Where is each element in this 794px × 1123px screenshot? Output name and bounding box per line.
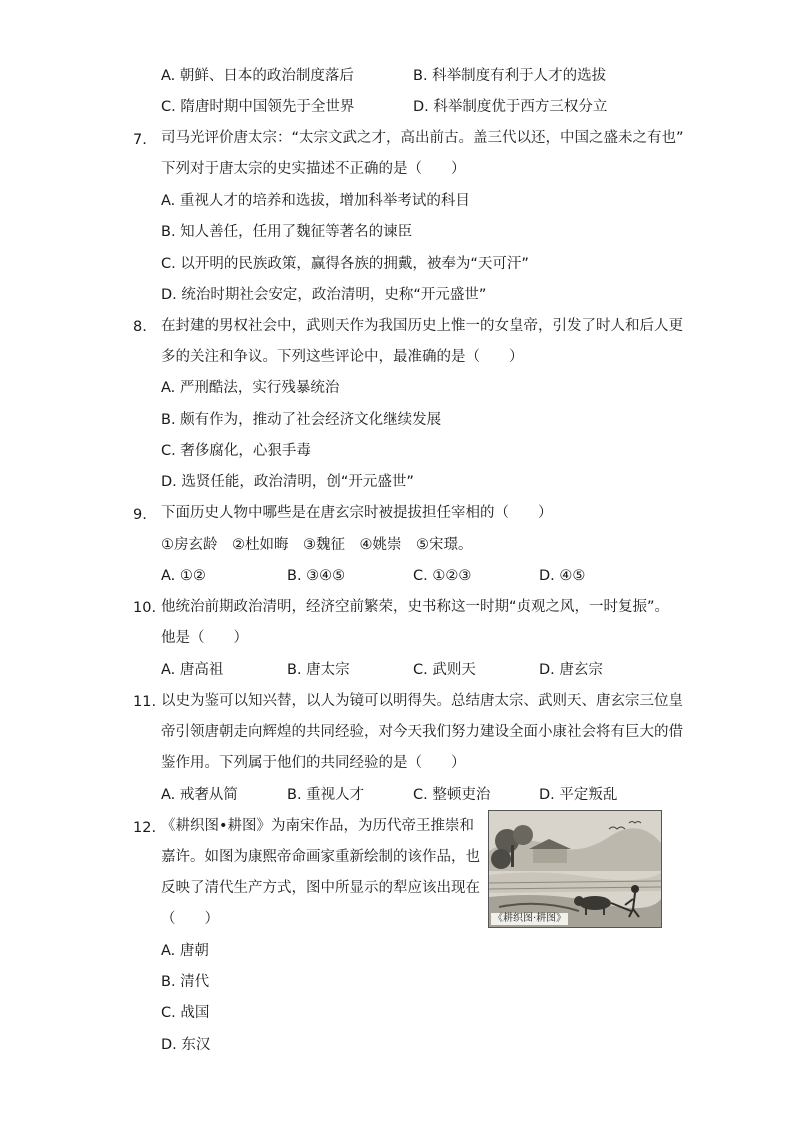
q7-number: 7. — [133, 132, 147, 148]
q11-option-b: B. 重视人才 — [287, 787, 365, 803]
q7-option-d: D. 统治时期社会安定，政治清明，史称“开元盛世” — [161, 287, 487, 303]
q11-option-d: D. 平定叛乱 — [539, 787, 618, 803]
q12-stem-line2: 嘉许。如图为康熙帝命画家重新绘制的该作品，也 — [161, 849, 480, 865]
q12-stem-line3: 反映了清代生产方式，图中所显示的犁应该出现在 — [161, 880, 480, 896]
q9-stem-line2: ①房玄龄 ②杜如晦 ③魏征 ④姚崇 ⑤宋璟。 — [161, 537, 473, 553]
q6-option-d: D. 科举制度优于西方三权分立 — [413, 99, 608, 115]
q8-number: 8. — [133, 319, 147, 335]
q10-number: 10. — [133, 600, 157, 616]
q7-stem-line2: 下列对于唐太宗的史实描述不正确的是（ ） — [161, 161, 466, 177]
q9-option-c: C. ①②③ — [413, 568, 472, 584]
q7-option-c: C. 以开明的民族政策，赢得各族的拥戴，被奉为“天可汗” — [161, 256, 529, 272]
q10-option-c: C. 武则天 — [413, 662, 476, 678]
q12-option-b: B. 清代 — [161, 974, 210, 990]
q8-option-a: A. 严刑酷法，实行残暴统治 — [161, 380, 340, 396]
q6-option-c: C. 隋唐时期中国领先于全世界 — [161, 99, 355, 115]
q10-option-a: A. 唐高祖 — [161, 662, 224, 678]
q6-option-a: A. 朝鲜、日本的政治制度落后 — [161, 68, 354, 84]
q8-option-d: D. 选贤任能，政治清明，创“开元盛世” — [161, 474, 414, 490]
plowing-painting-figure — [488, 810, 662, 928]
q7-option-a: A. 重视人才的培养和选拔，增加科举考试的科目 — [161, 193, 470, 209]
q8-stem-line2: 多的关注和争议。下列这些评论中，最准确的是（ ） — [161, 349, 524, 365]
q10-option-b: B. 唐太宗 — [287, 662, 350, 678]
q12-option-d: D. 东汉 — [161, 1037, 211, 1053]
q8-stem-line1: 在封建的男权社会中，武则天作为我国历史上惟一的女皇帝，引发了时人和后人更 — [161, 318, 683, 334]
q11-stem-line1: 以史为鉴可以知兴替，以人为镜可以明得失。总结唐太宗、武则天、唐玄宗三位皇 — [161, 693, 683, 709]
q10-stem-line1: 他统治前期政治清明，经济空前繁荣，史书称这一时期“贞观之风，一时复振”。 — [161, 599, 670, 615]
figure-caption: 《耕织图·耕图》 — [493, 913, 567, 924]
q7-option-b: B. 知人善任，任用了魏征等著名的谏臣 — [161, 224, 413, 240]
q9-stem-line1: 下面历史人物中哪些是在唐玄宗时被提拔担任宰相的（ ） — [161, 505, 553, 521]
q8-option-b: B. 颇有作为，推动了社会经济文化继续发展 — [161, 412, 442, 428]
q9-option-a: A. ①② — [161, 568, 206, 584]
q12-stem-line4: （ ） — [161, 911, 219, 927]
q6-option-b: B. 科举制度有利于人才的选拔 — [413, 68, 607, 84]
q8-option-c: C. 奢侈腐化，心狠手毒 — [161, 443, 311, 459]
q12-stem-line1: 《耕织图•耕图》为南宋作品，为历代帝王推崇和 — [161, 818, 475, 834]
q11-number: 11. — [133, 694, 157, 710]
plowing-painting-illustration — [489, 811, 661, 927]
q11-stem-line2: 帝引领唐朝走向辉煌的共同经验，对今天我们努力建设全面小康社会将有巨大的借 — [161, 724, 683, 740]
q9-option-b: B. ③④⑤ — [287, 568, 346, 584]
q10-option-d: D. 唐玄宗 — [539, 662, 603, 678]
q12-option-c: C. 战国 — [161, 1005, 210, 1021]
q9-option-d: D. ④⑤ — [539, 568, 586, 584]
q7-stem-line1: 司马光评价唐太宗：“太宗文武之才，高出前古。盖三代以还，中国之盛未之有也” — [161, 130, 684, 146]
q9-number: 9. — [133, 507, 147, 523]
q10-stem-line2: 他是（ ） — [161, 630, 248, 646]
q11-option-a: A. 戒奢从简 — [161, 787, 238, 803]
q12-option-a: A. 唐朝 — [161, 943, 209, 959]
q11-option-c: C. 整顿吏治 — [413, 787, 491, 803]
q12-number: 12. — [133, 820, 157, 836]
q11-stem-line3: 鉴作用。下列属于他们的共同经验的是（ ） — [161, 755, 466, 771]
